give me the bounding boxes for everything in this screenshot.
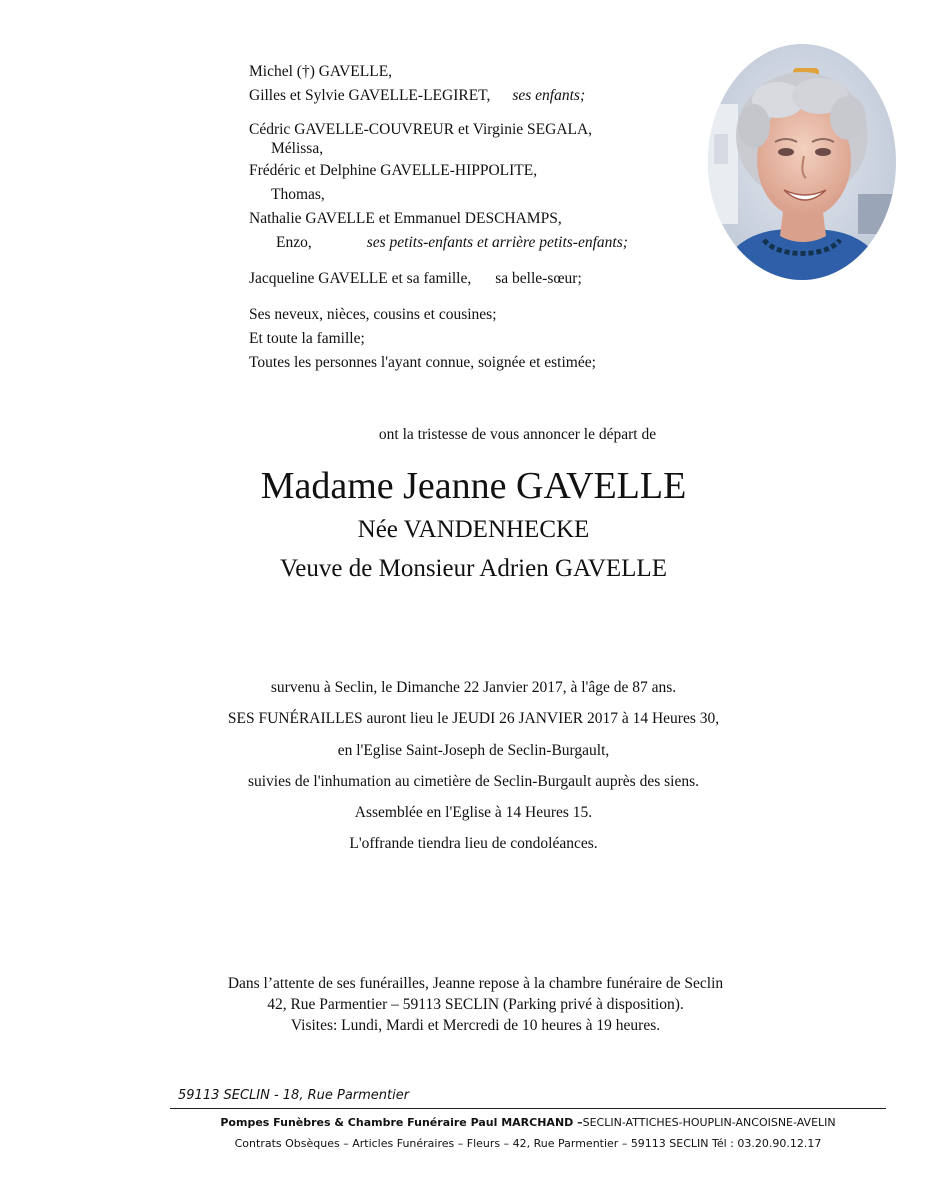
family-sister-in-law-role: sa belle-sœur; — [495, 270, 582, 287]
family-grandchildren-role: ses petits-enfants et arrière petits-enfants; — [366, 234, 628, 251]
family-children-names: Gilles et Sylvie GAVELLE-LEGIRET, — [249, 87, 491, 104]
family-children-role: ses enfants; — [512, 87, 586, 104]
assembly-time: Assemblée en l'Eglise à 14 Heures 15. — [354, 804, 593, 821]
family-line-7: Nathalie GAVELLE et Emmanuel DESCHAMPS, — [249, 210, 562, 227]
footer-address: 59113 SECLIN - 18, Rue Parmentier — [178, 1088, 410, 1103]
widow-of: Veuve de Monsieur Adrien GAVELLE — [280, 555, 667, 582]
repose-line-2: 42, Rue Parmentier – 59113 SECLIN (Parking privé à disposition). — [267, 996, 684, 1013]
footer-company — [0, 1116, 947, 1129]
death-details: survenu à Seclin, le Dimanche 22 Janvier 2017, à l'âge de 87 ans. — [270, 679, 677, 696]
family-line-9 — [249, 269, 582, 289]
condolences-note: L'offrande tiendra lieu de condoléances. — [349, 835, 598, 852]
funeral-church: en l'Eglise Saint-Joseph de Seclin-Burgault, — [337, 742, 610, 759]
funeral-date: SES FUNÉRAILLES auront lieu le JEUDI 26 JANVIER 2017 à 14 Heures 30, — [227, 710, 720, 727]
family-greatgrandchild-name: Enzo, — [276, 234, 312, 251]
family-line-5: Frédéric et Delphine GAVELLE-HIPPOLITE, — [249, 162, 538, 179]
footer-divider — [170, 1108, 886, 1109]
footer-company-name: Pompes Funèbres & Chambre Funéraire Paul MARCHAND – — [220, 1116, 583, 1129]
deceased-name: Madame Jeanne GAVELLE — [260, 465, 687, 507]
family-line-2 — [249, 86, 585, 106]
maiden-name: Née VANDENHECKE — [357, 516, 590, 543]
footer-company-locations: SECLIN-ATTICHES-HOUPLIN-ANCOISNE-AVELIN — [582, 1116, 836, 1129]
repose-line-1: Dans l’attente de ses funérailles, Jeanne repose à la chambre funéraire de Seclin — [227, 975, 724, 992]
family-line-4: Mélissa, — [271, 140, 324, 157]
family-line-12: Toutes les personnes l'ayant connue, soignée et estimée; — [249, 354, 596, 371]
family-line-6: Thomas, — [271, 186, 325, 203]
portrait-illustration — [708, 44, 896, 280]
family-line-8 — [276, 233, 628, 253]
portrait-photo — [708, 44, 896, 280]
repose-visits: Visites: Lundi, Mardi et Mercredi de 10 heures à 19 heures. — [290, 1017, 661, 1034]
burial-details: suivies de l'inhumation au cimetière de Seclin-Burgault auprès des siens. — [247, 773, 700, 790]
family-line-1: Michel (†) GAVELLE, — [249, 63, 393, 80]
footer-services: Contrats Obsèques – Articles Funéraires – Fleurs – 42, Rue Parmentier – 59113 SECLIN Tél : 03.20.90.12.17 — [234, 1137, 822, 1150]
family-sister-in-law-names: Jacqueline GAVELLE et sa famille, — [249, 270, 472, 287]
announcement-text: ont la tristesse de vous annoncer le départ de — [378, 426, 657, 443]
family-line-3: Cédric GAVELLE-COUVREUR et Virginie SEGALA, — [249, 121, 593, 138]
family-line-10: Ses neveux, nièces, cousins et cousines; — [249, 306, 497, 323]
family-line-11: Et toute la famille; — [249, 330, 365, 347]
